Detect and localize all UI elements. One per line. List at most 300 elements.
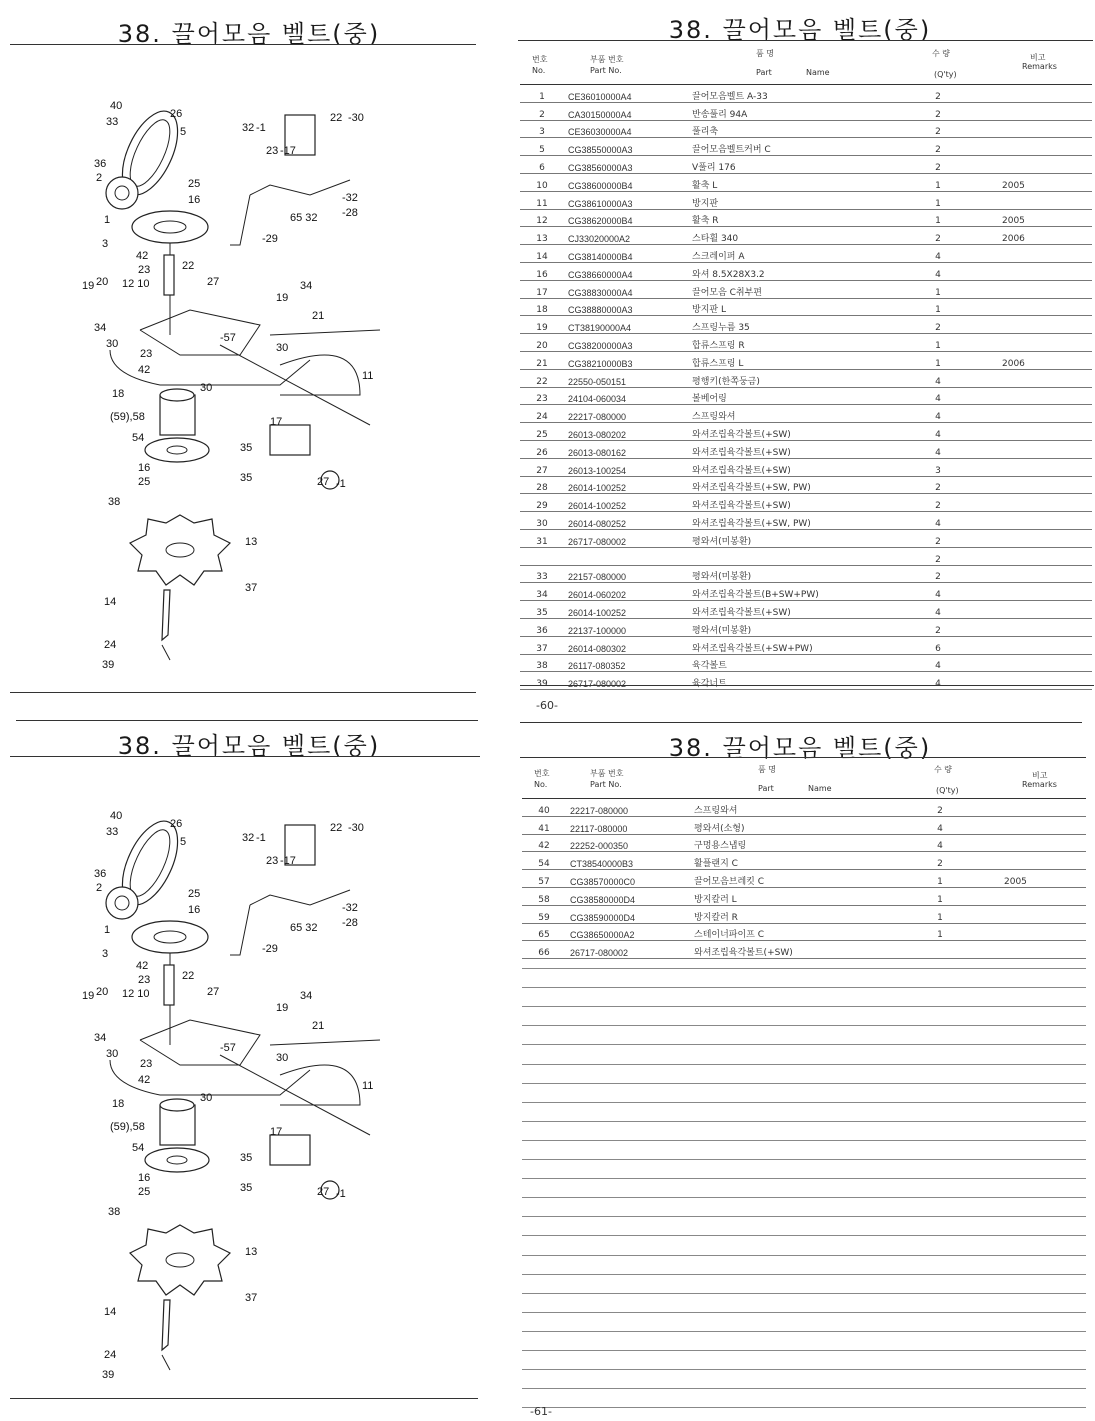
part-code-cell: CG38610000A3 xyxy=(564,191,686,209)
part-name-cell: 평와셔(미봉환) xyxy=(686,529,882,547)
part-number-cell: 21 xyxy=(520,351,564,369)
table-row xyxy=(520,601,1092,619)
title-rule xyxy=(10,756,480,757)
svg-text:20: 20 xyxy=(96,986,109,998)
svg-text:38: 38 xyxy=(108,1206,121,1218)
svg-text:11: 11 xyxy=(362,370,374,382)
part-code-cell: CG38600000B4 xyxy=(564,173,686,191)
svg-text:14: 14 xyxy=(104,596,117,608)
part-number-cell: 12 xyxy=(520,209,564,227)
part-code-cell: 22157-080000 xyxy=(564,565,686,583)
part-number-cell: 39 xyxy=(520,672,564,690)
header-part-no-ko: 부품 번호 xyxy=(590,55,624,64)
quantity-cell: 4 xyxy=(882,672,994,690)
quantity-cell: 1 xyxy=(882,280,994,298)
table-row xyxy=(522,816,1086,834)
quantity-cell: 4 xyxy=(882,654,994,672)
svg-text:16: 16 xyxy=(138,462,151,474)
table-row xyxy=(520,423,1092,441)
part-name-cell: 와셔조립육각볼트(+SW, PW) xyxy=(686,512,882,530)
part-code-cell: CG38590000D4 xyxy=(566,905,688,923)
remarks-cell xyxy=(994,138,1092,156)
part-code-cell: CG38200000A3 xyxy=(564,334,686,352)
svg-text:14: 14 xyxy=(104,1306,117,1318)
remarks-cell xyxy=(996,923,1086,941)
part-number-cell: 28 xyxy=(520,476,564,494)
part-code-cell: 26717-080002 xyxy=(566,941,688,959)
part-number-cell: 40 xyxy=(522,799,566,817)
page-divider xyxy=(10,692,476,693)
svg-text:16: 16 xyxy=(188,194,201,206)
header-qty-ko: 수 량 xyxy=(932,49,950,58)
part-name-cell: 와셔조립육각볼트(+SW+PW) xyxy=(686,636,882,654)
part-number-cell: 17 xyxy=(520,280,564,298)
svg-text:30: 30 xyxy=(106,1048,119,1060)
svg-text:34: 34 xyxy=(300,280,313,292)
part-code-cell: CG38620000B4 xyxy=(564,209,686,227)
part-name-cell: 끌어모음 C취부편 xyxy=(686,280,882,298)
part-number-cell: 25 xyxy=(520,423,564,441)
svg-text:(59),58: (59),58 xyxy=(110,411,145,423)
table-row xyxy=(520,173,1092,191)
part-code-cell: CE36030000A4 xyxy=(564,120,686,138)
part-name-cell: V풀리 176 xyxy=(686,156,882,174)
svg-text:54: 54 xyxy=(132,1142,145,1154)
part-name-cell: 와셔조립육각볼트(+SW, PW) xyxy=(686,476,882,494)
svg-text:2: 2 xyxy=(96,882,103,894)
part-name-cell: 방지칼러 R xyxy=(688,905,884,923)
svg-text:1: 1 xyxy=(104,214,111,226)
quantity-cell: 6 xyxy=(882,636,994,654)
table-row xyxy=(520,529,1092,547)
quantity-cell: 1 xyxy=(882,351,994,369)
part-code-cell: CG38210000B3 xyxy=(564,351,686,369)
part-code-cell: 22117-080000 xyxy=(566,816,688,834)
quantity-cell: 4 xyxy=(884,816,996,834)
svg-text:12 10: 12 10 xyxy=(122,988,150,1000)
svg-text:22: 22 xyxy=(330,822,343,834)
svg-text:3: 3 xyxy=(102,238,109,250)
part-number-cell: 13 xyxy=(520,227,564,245)
remarks-cell xyxy=(994,672,1092,690)
quantity-cell: 4 xyxy=(882,601,994,619)
header-qty-en: (Q'ty) xyxy=(934,70,957,79)
svg-text:3: 3 xyxy=(102,948,109,960)
part-code-cell: 26013-100254 xyxy=(564,458,686,476)
table-row xyxy=(520,636,1092,654)
remarks-cell xyxy=(996,852,1086,870)
part-number-cell: 14 xyxy=(520,245,564,263)
part-number-cell xyxy=(520,547,564,565)
header-part-no-ko: 부품 번호 xyxy=(590,769,624,778)
quantity-cell: 1 xyxy=(884,887,996,905)
quantity-cell: 2 xyxy=(882,494,994,512)
part-name-cell: 방지칼러 L xyxy=(688,887,884,905)
table-header-top xyxy=(520,44,1090,86)
table-row xyxy=(520,618,1092,636)
part-number-cell: 37 xyxy=(520,636,564,654)
svg-text:27: 27 xyxy=(207,276,220,288)
svg-text:-1: -1 xyxy=(336,478,346,490)
part-name-cell: 활축 R xyxy=(686,209,882,227)
page-title-top-right: 38. 끌어모음 벨트(중) xyxy=(668,16,932,44)
parts-table-top xyxy=(520,84,1092,690)
header-no-en: No. xyxy=(532,66,546,75)
remarks-cell xyxy=(994,601,1092,619)
remarks-cell xyxy=(994,298,1092,316)
quantity-cell: 1 xyxy=(882,298,994,316)
part-code-cell: 22217-080000 xyxy=(564,405,686,423)
page-title-bottom-right: 38. 끌어모음 벨트(중) xyxy=(668,734,932,762)
part-name-cell: 평와셔(미봉환) xyxy=(686,565,882,583)
part-number-cell: 30 xyxy=(520,512,564,530)
part-number-cell: 5 xyxy=(520,138,564,156)
title-rule xyxy=(10,44,476,45)
header-qty-en: (Q'ty) xyxy=(936,786,959,795)
part-code-cell: CG38660000A4 xyxy=(564,262,686,280)
part-name-cell: 와셔조립육각볼트(+SW) xyxy=(688,941,884,959)
part-name-cell: 와셔조립육각볼트(+SW) xyxy=(686,423,882,441)
remarks-cell: 2005 xyxy=(994,173,1092,191)
quantity-cell: 4 xyxy=(882,512,994,530)
svg-text:65 32: 65 32 xyxy=(290,922,318,934)
remarks-cell xyxy=(994,245,1092,263)
svg-text:-1: -1 xyxy=(256,832,266,844)
quantity-cell: 2 xyxy=(882,476,994,494)
table-row xyxy=(522,799,1086,817)
svg-text:40: 40 xyxy=(110,810,123,822)
header-part-en: Part xyxy=(756,68,772,77)
part-name-cell: 끌어모음벨트 A-33 xyxy=(686,85,882,103)
part-code-cell: 26717-080002 xyxy=(564,529,686,547)
part-name-cell: 스프링와셔 xyxy=(686,405,882,423)
svg-text:-17: -17 xyxy=(280,145,296,157)
quantity-cell: 2 xyxy=(882,102,994,120)
svg-text:-29: -29 xyxy=(262,233,278,245)
table-row xyxy=(520,102,1092,120)
header-part-no-en: Part No. xyxy=(590,66,622,75)
table-row xyxy=(520,334,1092,352)
exploded-parts-diagram xyxy=(70,95,400,675)
part-number-cell: 36 xyxy=(520,618,564,636)
header-remarks-en: Remarks xyxy=(1022,62,1057,71)
quantity-cell: 2 xyxy=(882,618,994,636)
table-row xyxy=(520,138,1092,156)
svg-text:24: 24 xyxy=(104,639,117,651)
remarks-cell xyxy=(994,583,1092,601)
table-row xyxy=(522,905,1086,923)
part-number-cell: 26 xyxy=(520,440,564,458)
svg-text:19: 19 xyxy=(276,292,289,304)
remarks-cell xyxy=(994,547,1092,565)
page-title-top-left: 38. 끌어모음 벨트(중) xyxy=(117,20,381,48)
header-no-ko: 번호 xyxy=(534,769,550,778)
quantity-cell: 4 xyxy=(882,245,994,263)
part-code-cell: 22550-050151 xyxy=(564,369,686,387)
quantity-cell: 4 xyxy=(882,583,994,601)
svg-text:30: 30 xyxy=(106,338,119,350)
part-code-cell: 26014-060202 xyxy=(564,583,686,601)
svg-text:16: 16 xyxy=(188,904,201,916)
svg-text:23: 23 xyxy=(140,348,153,360)
table-end-rule xyxy=(520,685,1094,686)
header-remarks-ko: 비고 xyxy=(1030,53,1046,62)
svg-text:38: 38 xyxy=(108,496,121,508)
table-row xyxy=(520,512,1092,530)
table-row xyxy=(520,262,1092,280)
part-number-cell: 10 xyxy=(520,173,564,191)
svg-text:17: 17 xyxy=(270,416,283,428)
quantity-cell: 2 xyxy=(882,120,994,138)
svg-text:5: 5 xyxy=(180,126,187,138)
svg-text:30: 30 xyxy=(200,1092,213,1104)
header-no-ko: 번호 xyxy=(532,55,548,64)
part-code-cell: 26717-080002 xyxy=(564,672,686,690)
part-number-cell: 6 xyxy=(520,156,564,174)
svg-text:22: 22 xyxy=(330,112,343,124)
svg-text:(59),58: (59),58 xyxy=(110,1121,145,1133)
quantity-cell: 2 xyxy=(882,316,994,334)
svg-text:35: 35 xyxy=(240,442,253,454)
part-name-cell: 평와셔(소형) xyxy=(688,816,884,834)
part-name-cell: 평와셔(미봉환) xyxy=(686,618,882,636)
quantity-cell: 2 xyxy=(882,547,994,565)
part-code-cell: CG38650000A2 xyxy=(566,923,688,941)
part-name-cell: 반송풀리 94A xyxy=(686,102,882,120)
remarks-cell xyxy=(994,476,1092,494)
part-number-cell: 22 xyxy=(520,369,564,387)
header-name-en: Name xyxy=(806,68,830,77)
svg-text:35: 35 xyxy=(240,472,253,484)
svg-text:22: 22 xyxy=(182,970,195,982)
part-code-cell: 26014-100252 xyxy=(564,494,686,512)
quantity-cell: 2 xyxy=(884,799,996,817)
remarks-cell xyxy=(994,369,1092,387)
svg-text:21: 21 xyxy=(312,310,325,322)
table-row xyxy=(520,298,1092,316)
part-number-cell: 1 xyxy=(520,85,564,103)
svg-text:25: 25 xyxy=(138,476,151,488)
remarks-cell: 2005 xyxy=(994,209,1092,227)
quantity-cell: 1 xyxy=(882,334,994,352)
part-code-cell: 26013-080202 xyxy=(564,423,686,441)
part-name-cell: 끌어모음벨트커버 C xyxy=(686,138,882,156)
remarks-cell xyxy=(994,458,1092,476)
quantity-cell: 1 xyxy=(882,191,994,209)
svg-text:25: 25 xyxy=(188,888,201,900)
part-number-cell: 66 xyxy=(522,941,566,959)
part-name-cell: 육각너트 xyxy=(686,672,882,690)
table-row xyxy=(520,583,1092,601)
quantity-cell: 2 xyxy=(882,227,994,245)
part-code-cell: 26014-080302 xyxy=(564,636,686,654)
table-row xyxy=(520,245,1092,263)
header-name-ko: 품 명 xyxy=(758,765,776,774)
quantity-cell: 4 xyxy=(882,440,994,458)
page-number-bottom: -61- xyxy=(530,1405,552,1418)
quantity-cell: 4 xyxy=(882,405,994,423)
svg-text:39: 39 xyxy=(102,659,115,671)
svg-text:65 32: 65 32 xyxy=(290,212,318,224)
part-name-cell: 구멍용스냅링 xyxy=(688,834,884,852)
svg-text:19: 19 xyxy=(82,280,95,292)
part-name-cell: 육각볼트 xyxy=(686,654,882,672)
table-row xyxy=(520,387,1092,405)
part-number-cell: 2 xyxy=(520,102,564,120)
svg-text:30: 30 xyxy=(276,1052,289,1064)
header-remarks-en: Remarks xyxy=(1022,780,1057,789)
part-name-cell: 방지판 L xyxy=(686,298,882,316)
remarks-cell xyxy=(994,316,1092,334)
remarks-cell xyxy=(994,565,1092,583)
part-code-cell: CT38190000A4 xyxy=(564,316,686,334)
remarks-cell: 2006 xyxy=(994,227,1092,245)
svg-text:35: 35 xyxy=(240,1182,253,1194)
table-row xyxy=(520,458,1092,476)
part-name-cell: 와셔조립육각볼트(B+SW+PW) xyxy=(686,583,882,601)
part-code-cell: 22252-000350 xyxy=(566,834,688,852)
svg-text:13: 13 xyxy=(245,536,258,548)
svg-text:23: 23 xyxy=(266,145,279,157)
part-code-cell: CE36010000A4 xyxy=(564,85,686,103)
part-number-cell: 58 xyxy=(522,887,566,905)
remarks-cell xyxy=(994,512,1092,530)
header-part-en: Part xyxy=(758,784,774,793)
part-code-cell: 26013-080162 xyxy=(564,440,686,458)
svg-text:27: 27 xyxy=(317,476,330,488)
remarks-cell xyxy=(996,816,1086,834)
remarks-cell xyxy=(996,905,1086,923)
quantity-cell: 1 xyxy=(884,923,996,941)
svg-text:-30: -30 xyxy=(348,112,364,124)
svg-text:39: 39 xyxy=(102,1369,115,1381)
quantity-cell: 2 xyxy=(882,85,994,103)
part-name-cell xyxy=(686,547,882,565)
part-number-cell: 38 xyxy=(520,654,564,672)
svg-text:-32: -32 xyxy=(342,192,358,204)
part-number-cell: 27 xyxy=(520,458,564,476)
quantity-cell: 4 xyxy=(884,834,996,852)
quantity-cell: 4 xyxy=(882,387,994,405)
quantity-cell: 1 xyxy=(882,209,994,227)
svg-text:11: 11 xyxy=(362,1080,374,1092)
part-number-cell: 65 xyxy=(522,923,566,941)
part-name-cell: 풀리축 xyxy=(686,120,882,138)
table-row xyxy=(522,852,1086,870)
quantity-cell: 2 xyxy=(882,529,994,547)
title-rule xyxy=(520,757,1086,758)
part-number-cell: 33 xyxy=(520,565,564,583)
table-row xyxy=(520,672,1092,690)
header-no-en: No. xyxy=(534,780,548,789)
part-name-cell: 스크레이퍼 A xyxy=(686,245,882,263)
svg-text:-28: -28 xyxy=(342,207,358,219)
quantity-cell: 2 xyxy=(882,156,994,174)
svg-text:18: 18 xyxy=(112,1098,125,1110)
remarks-cell: 2005 xyxy=(996,870,1086,888)
svg-text:19: 19 xyxy=(82,990,95,1002)
part-number-cell: 11 xyxy=(520,191,564,209)
svg-text:36: 36 xyxy=(94,868,107,880)
quantity-cell: 1 xyxy=(884,905,996,923)
svg-text:36: 36 xyxy=(94,158,107,170)
header-name-en: Name xyxy=(808,784,832,793)
part-name-cell: 스테이너파이프 C xyxy=(688,923,884,941)
exploded-parts-diagram-repeat xyxy=(70,805,400,1385)
remarks-cell xyxy=(996,799,1086,817)
part-name-cell: 활축 L xyxy=(686,173,882,191)
remarks-cell xyxy=(994,262,1092,280)
remarks-cell xyxy=(994,494,1092,512)
part-name-cell: 와셔조립육각볼트(+SW) xyxy=(686,494,882,512)
part-name-cell: 활플랜지 C xyxy=(688,852,884,870)
part-number-cell: 3 xyxy=(520,120,564,138)
table-row xyxy=(520,280,1092,298)
part-name-cell: 볼베어링 xyxy=(686,387,882,405)
table-row xyxy=(522,923,1086,941)
table-row xyxy=(520,191,1092,209)
remarks-cell xyxy=(994,191,1092,209)
svg-text:37: 37 xyxy=(245,1292,258,1304)
svg-text:30: 30 xyxy=(200,382,213,394)
part-name-cell: 평행키(한쪽둥금) xyxy=(686,369,882,387)
remarks-cell xyxy=(994,636,1092,654)
part-code-cell: 24104-060034 xyxy=(564,387,686,405)
svg-text:22: 22 xyxy=(182,260,195,272)
svg-text:33: 33 xyxy=(106,826,119,838)
svg-text:19: 19 xyxy=(276,1002,289,1014)
page-title-bottom-left: 38. 끌어모음 벨트(중) xyxy=(117,732,381,760)
part-code-cell: CG38580000D4 xyxy=(566,887,688,905)
header-part-no-en: Part No. xyxy=(590,780,622,789)
svg-text:54: 54 xyxy=(132,432,145,444)
part-number-cell: 29 xyxy=(520,494,564,512)
remarks-cell xyxy=(994,102,1092,120)
remarks-cell xyxy=(994,120,1092,138)
svg-text:-30: -30 xyxy=(348,822,364,834)
svg-text:35: 35 xyxy=(240,1152,253,1164)
table-row xyxy=(520,440,1092,458)
remarks-cell: 2006 xyxy=(994,351,1092,369)
part-name-cell: 와셔조립육각볼트(+SW) xyxy=(686,601,882,619)
part-code-cell: CG38570000C0 xyxy=(566,870,688,888)
remarks-cell xyxy=(996,887,1086,905)
part-number-cell: 59 xyxy=(522,905,566,923)
remarks-cell xyxy=(994,405,1092,423)
svg-text:37: 37 xyxy=(245,582,258,594)
svg-text:-57: -57 xyxy=(220,1042,236,1054)
table-row xyxy=(520,565,1092,583)
svg-text:26: 26 xyxy=(170,108,183,120)
svg-text:27: 27 xyxy=(207,986,220,998)
page-number-top: -60- xyxy=(536,699,558,712)
title-rule xyxy=(520,722,1082,723)
part-code-cell: CG38560000A3 xyxy=(564,156,686,174)
header-remarks-ko: 비고 xyxy=(1032,771,1048,780)
svg-text:32: 32 xyxy=(242,832,255,844)
part-name-cell: 끌어모음브레킷 C xyxy=(688,870,884,888)
table-row xyxy=(520,654,1092,672)
table-row xyxy=(520,369,1092,387)
part-number-cell: 23 xyxy=(520,387,564,405)
table-row xyxy=(520,316,1092,334)
svg-text:23: 23 xyxy=(140,1058,153,1070)
header-name-ko: 품 명 xyxy=(756,49,774,58)
svg-text:-28: -28 xyxy=(342,917,358,929)
svg-text:42: 42 xyxy=(138,364,151,376)
page-bottom-rule xyxy=(10,1398,478,1399)
quantity-cell: 4 xyxy=(882,369,994,387)
